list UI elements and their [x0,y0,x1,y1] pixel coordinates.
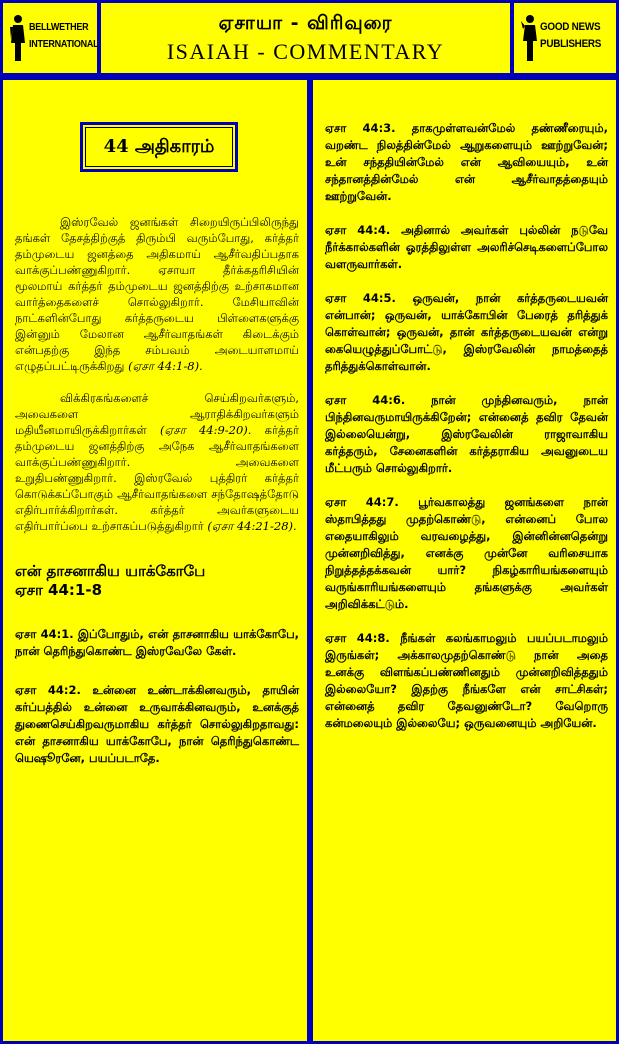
intro-1-text: இஸ்ரவேல் ஜனங்கள் சிறையிருப்பிலிருந்து தங்கள் தேசத்திற்குத் திரும்பி வரும்போது, கர்த்தர் தம்முடைய ஜனத்தை அதிகமாய் ஆசீர்வதிப்பதாக வாக்குப்பண்ணுகிறார். ஏசாயா தீர்க்கதரிசியின் மூலமாய் கர்த்தர் தம்முடைய ஜனத்திற்கு உற்சாகமான வார்த்தைகளைச் சொல்லுகிறார். மேசியாவின் நாட்களின்போது கர்த்தருடைய பிள்ளைகளுக்கு இன்னும் மேலான ஆசீர்வாதங்கள் கிடைக்கும் என்பதற்கு இந்த சம்பவம் அடையாளமாய் எழுதப்பட்டிருக்கிறது [15,215,299,373]
good-news-logo-text [540,19,601,53]
intro-paragraph-1 [15,214,299,374]
section-title-line1: என் தாசனாகிய யாக்கோபே [15,562,206,580]
title-tamil: ஏசாயா - விரிவுரை [218,12,393,34]
verse-44-3: ஏசா 44:3. தாகமுள்ளவன்மேல் தண்ணீரையும், வறண்ட நிலத்தின்மேல் ஆறுகளையும் ஊற்றுவேன்; உன் சந்ததியின்மேல் என் ஆவியையும், உன் சந்தானத்தின்மேல் என் ஆசீர்வாதத்தையும் ஊற்றுவேன். [325,121,608,203]
bellwether-figure-icon [9,13,27,63]
section-title-line2: ஏசா 44:1-8 [15,581,103,599]
title-english: ISAIAH - COMMENTARY [166,39,445,64]
verse-44-8: ஏசா 44:8. நீங்கள் கலங்காமலும் பயப்படாமலும் இருங்கள்; அக்காலமுதற்கொண்டு நான் அதை உனக்கு விளங்கப்பண்ணினதும் முன்னறிவித்ததும் இல்லையோ? இதற்கு நீங்களே என் சாட்சிகள்; என்னைத் தவிர தேவனுண்டோ? வேறொரு கன்மலையும் இல்லையே; ஒருவனையும் அறியேன். [325,631,608,730]
verse-44-1: ஏசா 44:1. இப்போதும், என் தாசனாகிய யாக்கோபே, நான் தெரிந்துகொண்ட இஸ்ரவேலே கேள். [15,627,299,658]
bellwether-logo-text [29,19,98,53]
good-news-line1: GOOD NEWS [540,21,601,33]
chapter-label: 44 அதிகாரம் [85,127,233,167]
right-column [313,80,616,1041]
bellwether-line2: INTERNATIONAL [29,39,99,50]
intro-2-text2: கர்த்தர் தம்முடைய ஜனத்திற்கு அநேக ஆசீர்வாதங்களை வாக்குப்பண்ணுகிறார். அவைகளை உறுதிபண்ணுகிறார். இஸ்ரவேல் புத்திரர் கர்த்தர் கொடுக்கப்போகும் ஆசீர்வாதங்களை சந்தோஷத்தோடு எதிர்பார்க்கிறார்கள். கர்த்தர் அவர்களுடைய எதிர்பார்ப்பை உற்சாகப்படுத்துகிறார் [15,423,299,533]
section-title [15,562,299,600]
verse-44-2: ஏசா 44:2. உன்னை உண்டாக்கினவரும், தாயின் கர்ப்பத்தில் உன்னை உருவாக்கினவரும், உனக்குத் துணைசெய்கிறவருமாகிய கர்த்தர் சொல்லுகிறதாவது: என் தாசனாகிய யாக்கோபே, நான் தெரிந்துகொண்ட யெஷூரனே, பயப்படாதே. [15,683,299,765]
verse-44-7: ஏசா 44:7. பூர்வகாலத்து ஜனங்களை நான் ஸ்தாபித்தது முதற்கொண்டு, என்னைப் போல எதையாகிலும் வரவழைத்து, இன்னின்னதென்று முன்னறிவித்து, எனக்கு முன்னே வரிசையாக நிறுத்தத்தக்கவன் யார்? நிகழ்காரியங்களையும் வருங்காரியங்களையும் தங்களுக்கு அவர்கள் அறிவிக்கட்டும். [325,495,608,611]
intro-paragraph-2 [15,390,299,534]
verse-44-4: ஏசா 44:4. அதினால் அவர்கள் புல்லின் நடுவே நீர்க்கால்களின் ஓரத்திலுள்ள அலரிச்செடிகளைப்போல வளருவார்கள். [325,223,608,271]
bellwether-logo [3,3,97,73]
bellwether-line1: BELLWETHER [29,22,89,33]
good-news-logo [514,3,616,73]
left-column [3,80,307,1041]
intro-2-text: விக்கிரகங்களைச் செய்கிறவர்களும், அவைகளை ஆராதிக்கிறவர்களும் மதியீனமாயிருக்கிறார்கள் [15,391,299,437]
good-news-line2: PUBLISHERS [540,38,602,50]
intro-2-ref: (ஏசா 44:9-20). [159,423,252,437]
intro-1-ref: (ஏசா 44:1-8). [128,359,203,373]
good-news-figure-icon [520,13,538,63]
chapter-box [80,122,238,172]
verse-44-5: ஏசா 44:5. ஒருவன், நான் கர்த்தருடையவன் என்பான்; ஒருவன், யாக்கோபின் பேரைத் தரித்துக் கொள்வான்; ஒருவன், தான் கர்த்தருடையவன் என்று கையெழுத்துப்போட்டு, இஸ்ரவேலின் நாமத்தைத் தரித்துக்கொள்வான். [325,291,608,373]
header-title [101,3,510,73]
intro-2-ref2: (ஏசா 44:21-28). [207,519,297,533]
verse-44-6: ஏசா 44:6. நான் முந்தினவரும், நான் பிந்தினவருமாயிருக்கிறேன்; என்னைத் தவிர தேவன் இல்லையென்று, இஸ்ரவேலின் ராஜாவாகிய கர்த்தரும், சேனைகளின் கர்த்தராகிய அவனுடைய மீட்பரும் சொல்லுகிறார். [325,393,608,475]
